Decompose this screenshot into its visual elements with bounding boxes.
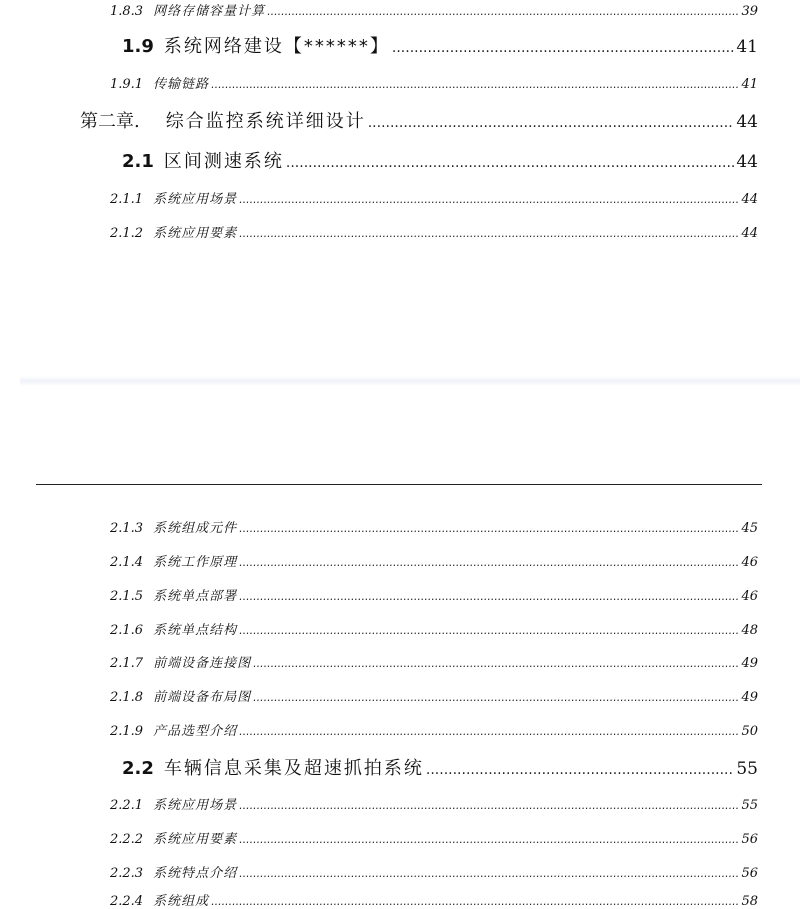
entry-number: 2.2.2 <box>110 832 144 847</box>
dot-leader <box>239 624 739 637</box>
toc-entry[interactable] <box>110 551 758 570</box>
dot-leader <box>211 895 739 908</box>
toc-entry[interactable] <box>110 517 758 536</box>
entry-page-number: 50 <box>741 724 758 739</box>
dot-leader <box>253 657 739 670</box>
dot-leader <box>239 725 739 738</box>
entry-title: 系统应用要素 <box>153 226 238 241</box>
entry-page-number: 48 <box>741 623 758 638</box>
entry-number: 2.2.1 <box>110 798 144 813</box>
entry-page-number: 44 <box>741 192 758 207</box>
entry-number: 1.8.3 <box>110 4 144 19</box>
entry-title: 产品选型介绍 <box>153 724 238 739</box>
page-break <box>20 376 800 386</box>
entry-title: 系统特点介绍 <box>153 866 238 881</box>
toc-entry[interactable] <box>110 619 758 638</box>
toc-entry[interactable] <box>110 862 758 881</box>
entry-number: 1.9.1 <box>110 77 144 92</box>
entry-title: 区间测速系统 <box>163 151 284 172</box>
entry-page-number: 46 <box>741 589 758 604</box>
entry-title: 系统单点部署 <box>153 589 238 604</box>
entry-title: 系统应用要素 <box>153 832 238 847</box>
header-rule <box>36 484 762 485</box>
entry-number: 第二章. <box>80 111 140 132</box>
entry-number: 2.1.5 <box>110 589 144 604</box>
entry-title: 系统单点结构 <box>153 623 238 638</box>
entry-title: 传输链路 <box>153 77 210 92</box>
toc-entry[interactable] <box>110 222 758 241</box>
dot-leader <box>267 5 739 18</box>
toc-entry[interactable] <box>110 720 758 739</box>
entry-page-number: 44 <box>736 112 758 132</box>
entry-number: 2.1.1 <box>110 192 144 207</box>
entry-number: 2.1.7 <box>110 656 144 671</box>
entry-number: 2.1 <box>122 151 154 172</box>
dot-leader <box>286 155 734 171</box>
entry-page-number: 49 <box>741 656 758 671</box>
entry-page-number: 55 <box>736 759 758 779</box>
entry-page-number: 56 <box>741 832 758 847</box>
entry-number: 2.1.9 <box>110 724 144 739</box>
toc-entry[interactable] <box>122 754 758 780</box>
toc-entry[interactable] <box>110 794 758 813</box>
toc-entry[interactable] <box>122 147 758 173</box>
toc-entry[interactable] <box>110 73 758 92</box>
entry-number: 2.2.4 <box>110 894 144 909</box>
dot-leader <box>426 762 734 778</box>
toc-entry[interactable] <box>122 32 758 58</box>
entry-number: 2.1.2 <box>110 226 144 241</box>
entry-page-number: 44 <box>741 226 758 241</box>
entry-title: 系统工作原理 <box>153 555 238 570</box>
dot-leader <box>239 799 739 812</box>
entry-title: 综合监控系统详细设计 <box>165 111 366 132</box>
dot-leader <box>211 78 739 91</box>
entry-page-number: 49 <box>741 690 758 705</box>
entry-title: 系统组成元件 <box>153 521 238 536</box>
entry-page-number: 44 <box>736 152 758 172</box>
dot-leader <box>239 227 739 240</box>
entry-number: 2.1.6 <box>110 623 144 638</box>
entry-title: 系统应用场景 <box>153 192 238 207</box>
entry-page-number: 55 <box>741 798 758 813</box>
entry-number: 1.9 <box>122 36 154 57</box>
entry-page-number: 58 <box>741 894 758 909</box>
toc-entry[interactable] <box>110 585 758 604</box>
toc-entry[interactable] <box>80 107 758 133</box>
dot-leader <box>239 556 739 569</box>
entry-title: 系统网络建设【******】 <box>163 36 390 57</box>
entry-title: 网络存储容量计算 <box>153 4 266 19</box>
entry-number: 2.1.3 <box>110 521 144 536</box>
toc-entry[interactable] <box>110 0 758 19</box>
entry-page-number: 56 <box>741 866 758 881</box>
entry-title: 车辆信息采集及超速抓拍系统 <box>163 758 424 779</box>
dot-leader <box>392 40 734 56</box>
toc-entry[interactable] <box>110 188 758 207</box>
entry-title: 系统应用场景 <box>153 798 238 813</box>
dot-leader <box>239 193 739 206</box>
entry-number: 2.2.3 <box>110 866 144 881</box>
entry-page-number: 41 <box>741 77 758 92</box>
toc-entry[interactable] <box>110 828 758 847</box>
dot-leader <box>368 115 735 131</box>
toc-entry[interactable] <box>110 652 758 671</box>
dot-leader <box>239 522 739 535</box>
entry-page-number: 39 <box>741 4 758 19</box>
entry-title: 系统组成 <box>153 894 210 909</box>
entry-number: 2.2 <box>122 758 154 779</box>
entry-page-number: 41 <box>736 37 758 57</box>
entry-number: 2.1.8 <box>110 690 144 705</box>
entry-number: 2.1.4 <box>110 555 144 570</box>
dot-leader <box>239 867 739 880</box>
entry-page-number: 46 <box>741 555 758 570</box>
dot-leader <box>239 590 739 603</box>
entry-title: 前端设备布局图 <box>153 690 252 705</box>
dot-leader <box>239 833 739 846</box>
dot-leader <box>253 691 739 704</box>
entry-page-number: 45 <box>741 521 758 536</box>
entry-title: 前端设备连接图 <box>153 656 252 671</box>
toc-entry[interactable] <box>110 686 758 705</box>
